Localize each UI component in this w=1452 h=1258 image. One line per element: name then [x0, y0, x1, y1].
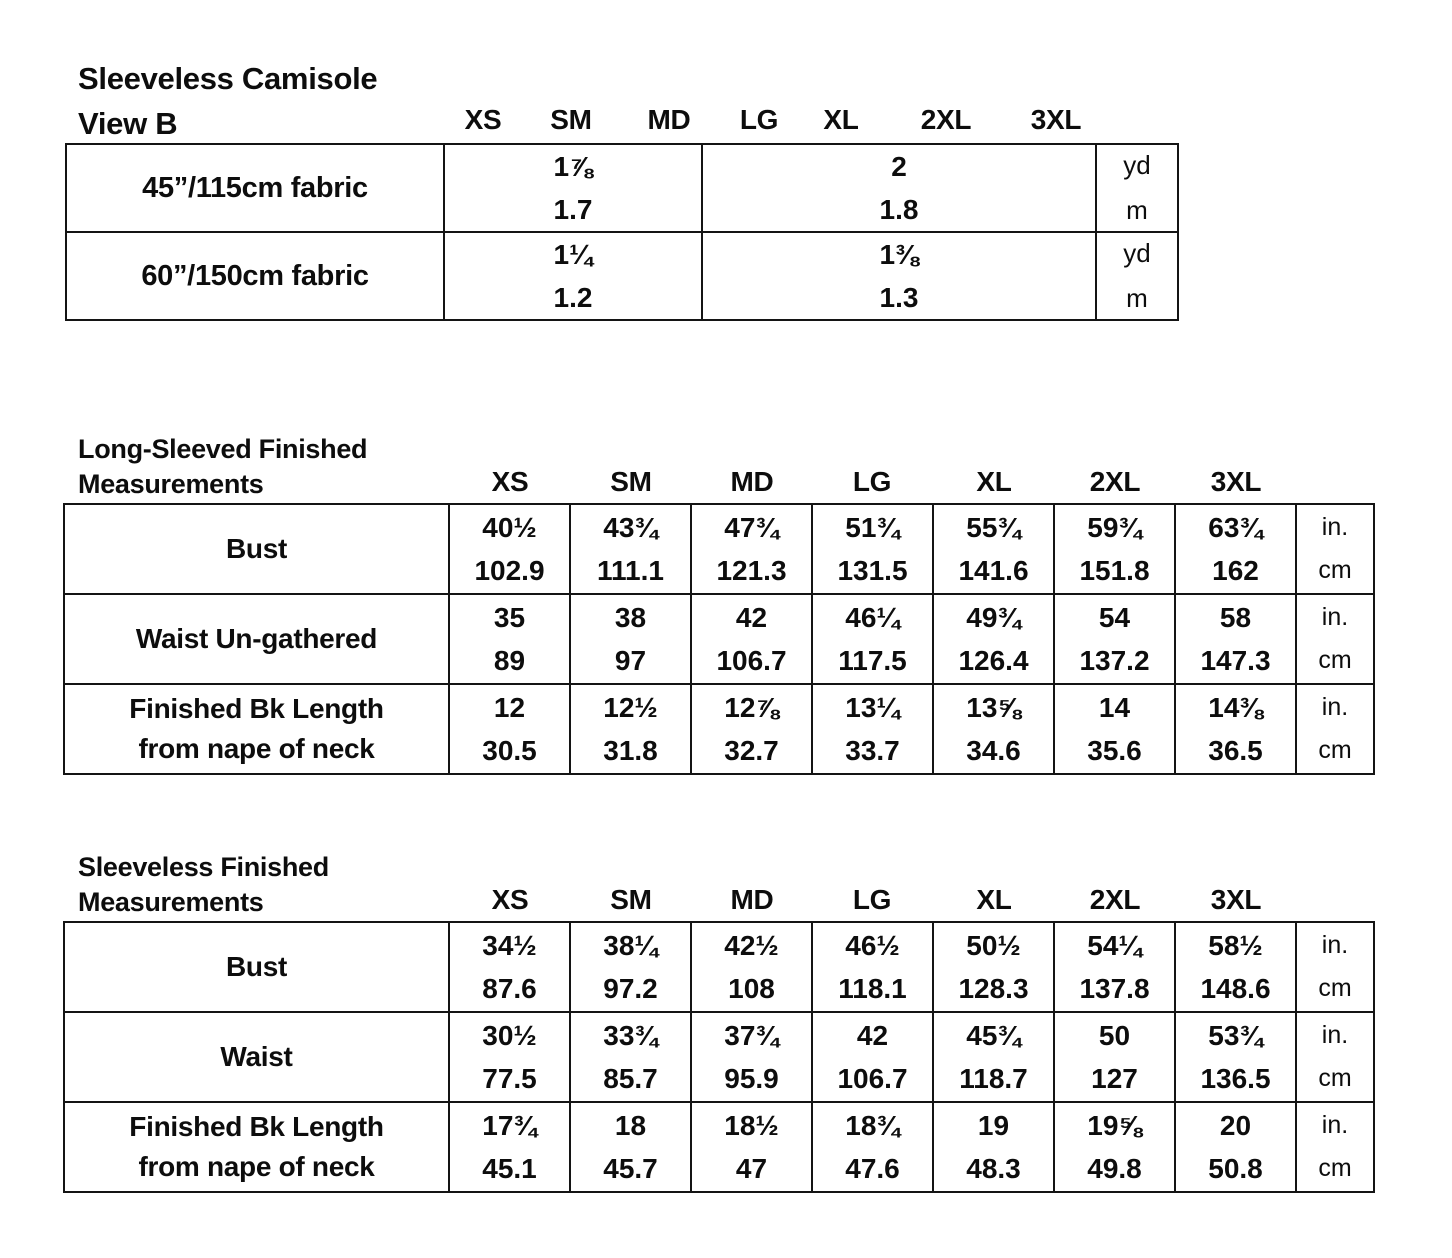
bk-length-xl: 13⅝ 34.6 — [934, 685, 1053, 773]
sleeveless-table — [63, 921, 1375, 1193]
size-header-lg: LG — [852, 884, 892, 915]
fabric-cell-lg-3xl: 1⅜ 1.3 — [703, 233, 1095, 319]
waist-xl: 45¾ 118.7 — [934, 1013, 1053, 1101]
row-label-waist-ungathered: Waist Un-gathered — [65, 595, 448, 683]
waist-lg: 42 106.7 — [813, 1013, 932, 1101]
unit-cell: in. cm — [1297, 505, 1373, 593]
long-sleeved-title-line1: Long-Sleeved Finished — [78, 434, 368, 464]
size-header-3xl: 3XL — [1210, 466, 1262, 497]
row-label-bust: Bust — [65, 923, 448, 1011]
fabric-unit-cell: yd m — [1097, 145, 1177, 231]
waist-xs: 30½ 77.5 — [450, 1013, 569, 1101]
size-header-sm: SM — [610, 884, 652, 915]
bust-sm: 38¼ 97.2 — [571, 923, 690, 1011]
fabric-row-label: 60”/150cm fabric — [67, 233, 443, 319]
bust-xs: 34½ 87.6 — [450, 923, 569, 1011]
bust-2xl: 59¾ 151.8 — [1055, 505, 1174, 593]
size-header-2xl: 2XL — [1089, 466, 1141, 497]
size-header-3xl: 3XL — [1030, 104, 1082, 135]
size-header-xl: XL — [823, 104, 859, 135]
fabric-table-title — [78, 56, 377, 146]
waist-3xl: 53¾ 136.5 — [1176, 1013, 1295, 1101]
unit-cell: in. cm — [1297, 1013, 1373, 1101]
sleeveless-title-line1: Sleeveless Finished — [78, 852, 329, 882]
fabric-unit-cell: yd m — [1097, 233, 1177, 319]
waist-md: 37¾ 95.9 — [692, 1013, 811, 1101]
long-sleeved-title-line2: Measurements — [78, 469, 264, 499]
bust-lg: 46½ 118.1 — [813, 923, 932, 1011]
size-header-3xl: 3XL — [1210, 884, 1262, 915]
size-header-2xl: 2XL — [920, 104, 972, 135]
bust-md: 42½ 108 — [692, 923, 811, 1011]
waist-xl: 49¾ 126.4 — [934, 595, 1053, 683]
size-header-xl: XL — [976, 466, 1012, 497]
fabric-cell-lg-3xl: 2 1.8 — [703, 145, 1095, 231]
bk-length-2xl: 19⅝ 49.8 — [1055, 1103, 1174, 1191]
waist-md: 42 106.7 — [692, 595, 811, 683]
size-header-md: MD — [730, 884, 774, 915]
waist-sm: 38 97 — [571, 595, 690, 683]
size-header-xl: XL — [976, 884, 1012, 915]
waist-2xl: 54 137.2 — [1055, 595, 1174, 683]
bust-3xl: 58½ 148.6 — [1176, 923, 1295, 1011]
size-header-2xl: 2XL — [1089, 884, 1141, 915]
bk-length-lg: 18¾ 47.6 — [813, 1103, 932, 1191]
fabric-cell-xs-md: 1¼ 1.2 — [445, 233, 701, 319]
row-label-bk-length: Finished Bk Length from nape of neck — [65, 685, 448, 773]
fabric-cell-xs-md: 1⅞ 1.7 — [445, 145, 701, 231]
waist-3xl: 58 147.3 — [1176, 595, 1295, 683]
bk-length-2xl: 14 35.6 — [1055, 685, 1174, 773]
long-sleeved-table — [63, 503, 1375, 775]
row-label-bust: Bust — [65, 505, 448, 593]
bk-length-lg: 13¼ 33.7 — [813, 685, 932, 773]
waist-lg: 46¼ 117.5 — [813, 595, 932, 683]
bk-length-xs: 17¾ 45.1 — [450, 1103, 569, 1191]
bust-xs: 40½ 102.9 — [450, 505, 569, 593]
size-header-lg: LG — [852, 466, 892, 497]
bk-length-sm: 12½ 31.8 — [571, 685, 690, 773]
row-label-bk-length: Finished Bk Length from nape of neck — [65, 1103, 448, 1191]
size-header-md: MD — [730, 466, 774, 497]
bk-length-3xl: 14⅜ 36.5 — [1176, 685, 1295, 773]
unit-cell: in. cm — [1297, 923, 1373, 1011]
fabric-row-label: 45”/115cm fabric — [67, 145, 443, 231]
unit-cell: in. cm — [1297, 685, 1373, 773]
fabric-table — [65, 143, 1179, 321]
bust-lg: 51¾ 131.5 — [813, 505, 932, 593]
bust-2xl: 54¼ 137.8 — [1055, 923, 1174, 1011]
size-header-xs: XS — [464, 104, 502, 135]
size-header-sm: SM — [550, 104, 592, 135]
size-header-md: MD — [647, 104, 691, 135]
waist-2xl: 50 127 — [1055, 1013, 1174, 1101]
bk-length-md: 18½ 47 — [692, 1103, 811, 1191]
bk-length-xl: 19 48.3 — [934, 1103, 1053, 1191]
sleeveless-title-line2: Measurements — [78, 887, 264, 917]
bk-length-sm: 18 45.7 — [571, 1103, 690, 1191]
bk-length-md: 12⅞ 32.7 — [692, 685, 811, 773]
bust-xl: 50½ 128.3 — [934, 923, 1053, 1011]
bust-md: 47¾ 121.3 — [692, 505, 811, 593]
row-label-waist: Waist — [65, 1013, 448, 1101]
bk-length-3xl: 20 50.8 — [1176, 1103, 1295, 1191]
unit-cell: in. cm — [1297, 595, 1373, 683]
waist-xs: 35 89 — [450, 595, 569, 683]
bust-xl: 55¾ 141.6 — [934, 505, 1053, 593]
size-header-xs: XS — [491, 466, 529, 497]
size-header-sm: SM — [610, 466, 652, 497]
size-header-lg: LG — [739, 104, 779, 135]
fabric-table-title-line1: Sleeveless Camisole — [78, 61, 378, 96]
long-sleeved-table-title — [78, 432, 367, 502]
waist-sm: 33¾ 85.7 — [571, 1013, 690, 1101]
bust-sm: 43¾ 111.1 — [571, 505, 690, 593]
size-header-xs: XS — [491, 884, 529, 915]
bust-3xl: 63¾ 162 — [1176, 505, 1295, 593]
sleeveless-table-title — [78, 850, 329, 920]
bk-length-xs: 12 30.5 — [450, 685, 569, 773]
unit-cell: in. cm — [1297, 1103, 1373, 1191]
fabric-table-title-line2: View B — [78, 106, 178, 141]
